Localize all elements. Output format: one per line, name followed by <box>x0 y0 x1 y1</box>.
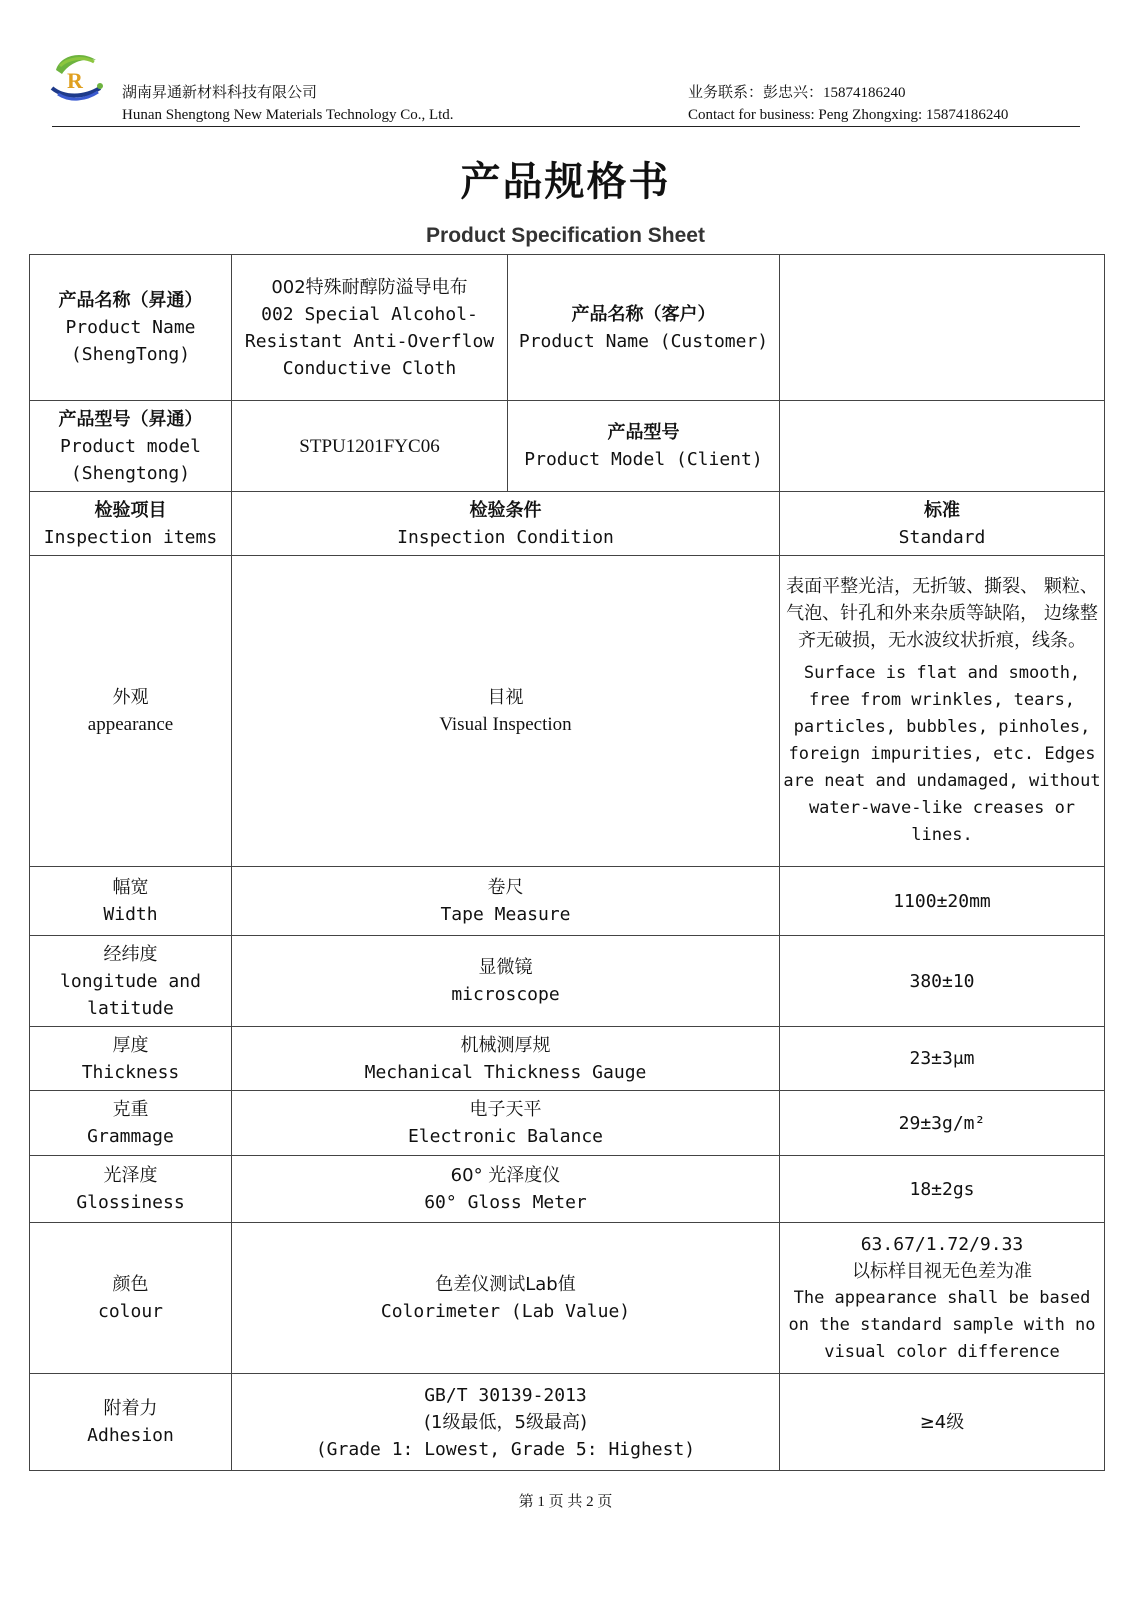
condition-en: (Grade 1: Lowest, Grade 5: Highest) <box>315 1438 696 1460</box>
table-row <box>30 1223 1105 1374</box>
column-header-standard-en: Standard <box>898 526 986 548</box>
condition-cell <box>232 556 780 867</box>
product-model-value: STPU1201FYC06 <box>232 401 508 492</box>
spec-table <box>29 254 1105 1471</box>
condition-standard-code: GB/T 30139-2013 <box>424 1384 587 1406</box>
condition-en: Tape Measure <box>440 904 571 925</box>
item-cell <box>30 1027 232 1091</box>
product-model-row <box>30 401 1105 492</box>
condition-cell <box>232 1374 780 1471</box>
condition-en: microscope <box>451 984 560 1005</box>
table-row <box>30 867 1105 936</box>
contact-en: Contact for business: Peng Zhongxing: 15874186240 <box>688 107 1009 123</box>
standard-cell: ≥4级 <box>780 1374 1105 1471</box>
condition-cell <box>232 1156 780 1223</box>
product-model-label-cn: 产品型号（昇通） <box>58 408 203 430</box>
item-cell <box>30 1156 232 1223</box>
item-cn: 光泽度 <box>103 1165 158 1186</box>
table-row <box>30 1156 1105 1223</box>
column-header-condition-cn: 检验条件 <box>469 499 542 521</box>
standard-en: The appearance shall be based on the standard sample with no visual color difference <box>788 1287 1096 1362</box>
product-name-label-en: Product Name <box>65 317 196 338</box>
item-cn: 附着力 <box>103 1398 158 1419</box>
item-en: Glossiness <box>76 1192 185 1213</box>
condition-cn: (1级最低，5级最高) <box>424 1411 587 1433</box>
item-cell <box>30 556 232 867</box>
item-en: Grammage <box>87 1126 174 1147</box>
standard-cell: 23±3μm <box>780 1027 1105 1091</box>
standard-en: Surface is flat and smooth, free from wrinkles, tears, particles, bubbles, pinholes, foreign impurities, etc. Edges are neat and undamaged, without water-wave-like creases or lines. <box>783 663 1101 845</box>
item-en: colour <box>97 1301 164 1322</box>
condition-cn: 显微镜 <box>478 957 533 978</box>
condition-cn: 目视 <box>487 687 524 708</box>
company-name-cn: 湖南昇通新材料科技有限公司 <box>122 85 318 101</box>
product-name-value-cn: 002特殊耐醇防溢导电布 <box>271 276 468 298</box>
document-title-cn: 产品规格书 <box>460 159 671 205</box>
header-divider <box>52 126 1080 127</box>
condition-cell <box>232 1027 780 1091</box>
customer-name-label <box>508 255 780 401</box>
column-header-condition-en: Inspection Condition <box>397 526 614 548</box>
item-en: Width <box>103 904 158 925</box>
product-name-label-en-2: (ShengTong) <box>70 344 191 365</box>
condition-cn: 卷尺 <box>487 877 524 898</box>
column-header-item-cn: 检验项目 <box>94 499 167 521</box>
column-header-standard-cn: 标准 <box>924 499 960 521</box>
item-cn: 颜色 <box>112 1274 149 1295</box>
item-en: Adhesion <box>87 1425 174 1446</box>
table-row <box>30 1027 1105 1091</box>
company-name <box>122 82 454 126</box>
column-header-row <box>30 492 1105 556</box>
column-header-item-en: Inspection items <box>43 526 218 548</box>
product-name-value-en: 002 Special Alcohol-Resistant Anti-Overflow Conductive Cloth <box>244 303 495 379</box>
standard-lab-value: 63.67/1.72/9.33 <box>860 1233 1024 1255</box>
column-header-standard <box>780 492 1105 556</box>
document-title-en: Product Specification Sheet <box>426 224 705 247</box>
item-cell <box>30 936 232 1027</box>
page-header <box>0 0 1131 130</box>
product-name-value <box>232 255 508 401</box>
item-en: appearance <box>87 714 174 735</box>
standard-cn: 表面平整光洁，无折皱、撕裂、 颗粒、气泡、针孔和外来杂质等缺陷， 边缘整齐无破损，无水波纹状折痕，线条。 <box>786 576 1098 651</box>
business-contact <box>688 82 1008 126</box>
item-cn: 外观 <box>112 687 149 708</box>
item-en: Thickness <box>81 1061 180 1083</box>
item-cell <box>30 1223 232 1374</box>
condition-cn: 色差仪测试Lab值 <box>435 1274 576 1295</box>
condition-en: 60° Gloss Meter <box>424 1192 587 1213</box>
product-name-row <box>30 255 1105 401</box>
standard-cell: 1100±20mm <box>780 867 1105 936</box>
condition-en: Colorimeter (Lab Value) <box>380 1301 631 1322</box>
standard-cell <box>780 1223 1105 1374</box>
standard-cell: 18±2gs <box>780 1156 1105 1223</box>
standard-cn: 以标样目视无色差为准 <box>852 1260 1032 1282</box>
product-name-label-cn: 产品名称（昇通） <box>58 290 203 311</box>
client-model-label-cn: 产品型号 <box>607 422 680 443</box>
contact-cn: 业务联系：彭忠兴：15874186240 <box>688 85 906 101</box>
client-model-value <box>780 401 1105 492</box>
standard-cell: 380±10 <box>780 936 1105 1027</box>
customer-name-label-cn: 产品名称（客户） <box>571 303 716 325</box>
item-cn: 克重 <box>112 1099 149 1120</box>
item-cell <box>30 867 232 936</box>
item-cell <box>30 1374 232 1471</box>
condition-cell <box>232 1223 780 1374</box>
customer-name-label-en: Product Name (Customer) <box>518 330 769 352</box>
condition-en: Mechanical Thickness Gauge <box>364 1061 647 1083</box>
item-cn: 经纬度 <box>103 943 158 965</box>
column-header-item <box>30 492 232 556</box>
condition-en: Visual Inspection <box>439 714 572 735</box>
item-cn: 幅宽 <box>112 877 149 898</box>
table-row <box>30 1091 1105 1156</box>
product-model-label <box>30 401 232 492</box>
customer-name-value <box>780 255 1105 401</box>
leaf-r-logo-icon <box>50 48 106 104</box>
condition-cell <box>232 1091 780 1156</box>
client-model-label-en: Product Model (Client) <box>524 449 763 470</box>
item-en: longitude and latitude <box>60 970 201 1019</box>
condition-en: Electronic Balance <box>407 1126 604 1147</box>
client-model-label <box>508 401 780 492</box>
product-model-label-en: Product model <box>60 435 201 457</box>
condition-cn: 60° 光泽度仪 <box>450 1165 561 1186</box>
product-model-label-en-2: (Shengtong) <box>70 462 191 484</box>
column-header-condition <box>232 492 780 556</box>
condition-cn: 电子天平 <box>469 1099 542 1120</box>
condition-cn: 机械测厚规 <box>460 1034 551 1056</box>
company-name-en: Hunan Shengtong New Materials Technology Co., Ltd. <box>122 107 454 123</box>
table-row <box>30 556 1105 867</box>
table-row <box>30 1374 1105 1471</box>
standard-cell: 29±3g/m² <box>780 1091 1105 1156</box>
svg-text:R: R <box>67 68 83 93</box>
standard-cell <box>780 556 1105 867</box>
page-number: 第 1 页 共 2 页 <box>518 1494 613 1510</box>
table-row <box>30 936 1105 1027</box>
item-cell <box>30 1091 232 1156</box>
condition-cell <box>232 936 780 1027</box>
item-cn: 厚度 <box>112 1034 149 1056</box>
condition-cell <box>232 867 780 936</box>
product-name-label <box>30 255 232 401</box>
